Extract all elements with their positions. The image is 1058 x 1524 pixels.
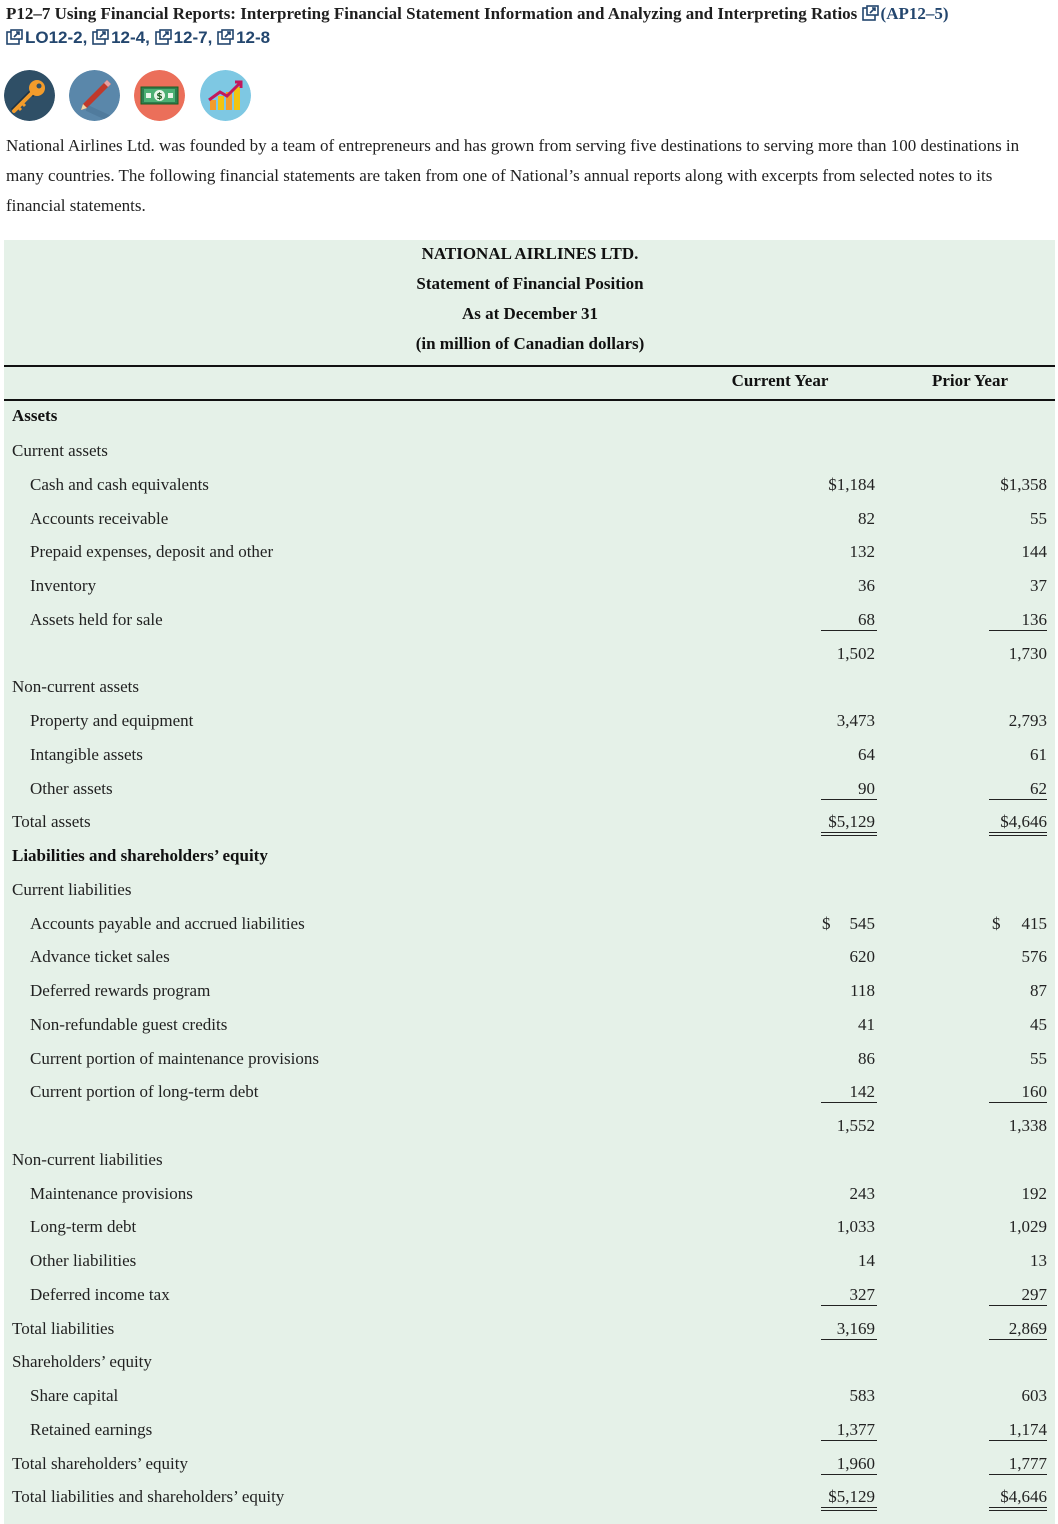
current-year-value: 86 [858, 1049, 875, 1068]
row-label: Cash and cash equivalents [30, 475, 209, 494]
growth-chart-icon [200, 70, 251, 121]
learning-objectives [6, 26, 1052, 50]
row-label: Advance ticket sales [30, 947, 170, 966]
prior-year-value: 61 [1030, 745, 1047, 764]
prior-year-value: 13 [1030, 1251, 1047, 1270]
prior-year-value: 37 [1030, 576, 1047, 595]
underline [989, 1317, 1047, 1340]
underline [821, 1452, 877, 1475]
current-year-value: 41 [858, 1015, 875, 1034]
prior-year-value: $4,646 [1000, 1487, 1047, 1506]
current-year-value: 1,377 [836, 1420, 875, 1439]
table-row [0, 675, 1058, 699]
table-row [0, 1418, 1058, 1442]
current-year-value: 14 [858, 1251, 875, 1270]
row-label: Deferred rewards program [30, 981, 211, 1000]
amount: 545 [849, 914, 875, 933]
row-label: Non-current assets [12, 677, 139, 696]
lo-link[interactable]: 12-8 [236, 28, 271, 47]
table-row [0, 608, 1058, 632]
row-label: Property and equipment [30, 711, 194, 730]
underline [821, 608, 877, 631]
table-row [0, 574, 1058, 598]
row-label: Current portion of maintenance provisions [30, 1049, 319, 1068]
current-year-value: 1,502 [836, 644, 875, 663]
current-year-value: 327 [849, 1285, 875, 1304]
double-underline [989, 1485, 1047, 1511]
prior-year-value: 136 [1021, 610, 1047, 629]
table-row [0, 878, 1058, 902]
intro-paragraph: National Airlines Ltd. was founded by a team of entrepreneurs and has grown from serving five destinations to serving more than 100 destinations in many countries. The following financial statements are taken from one of National’s annual reports along with excerpts from selected notes to its financial statements. [6, 136, 1020, 215]
table-row [0, 507, 1058, 531]
row-label: Accounts payable and accrued liabilities [30, 914, 305, 933]
statement-date: As at December 31 [461, 304, 599, 323]
double-underline [821, 1485, 877, 1511]
table-row [0, 912, 1058, 936]
table-row [0, 1215, 1058, 1239]
statement-units: (in million of Canadian dollars) [415, 334, 645, 353]
table-row [0, 1013, 1058, 1037]
external-link-icon[interactable] [217, 29, 234, 45]
current-year-value: 620 [849, 947, 875, 966]
prior-year-value: 603 [1021, 1386, 1047, 1405]
current-year-value: 583 [849, 1386, 875, 1405]
column-header-prior-year: Prior Year [932, 371, 1008, 390]
row-label: Total shareholders’ equity [12, 1454, 188, 1473]
current-year-value: 118 [850, 981, 875, 1000]
pencil-icon [69, 70, 120, 121]
current-year-value: 1,552 [836, 1116, 875, 1135]
row-label: Non-refundable guest credits [30, 1015, 228, 1034]
current-year-value: 3,473 [836, 711, 875, 730]
current-year-value: 1,960 [836, 1454, 875, 1473]
double-underline [821, 810, 877, 836]
external-link-icon[interactable] [155, 29, 172, 45]
underline [821, 1283, 877, 1306]
prior-year-value: 1,777 [1008, 1454, 1047, 1473]
double-underline [989, 810, 1047, 836]
table-row [0, 473, 1058, 497]
underline [989, 1080, 1047, 1103]
row-label: Current liabilities [12, 880, 132, 899]
row-label: Long-term debt [30, 1217, 137, 1236]
row-label: Current portion of long-term debt [30, 1082, 259, 1101]
lo-link[interactable]: 12-7, [173, 28, 213, 47]
current-year-value: $1,184 [828, 475, 875, 494]
lo-link[interactable]: 12-4, [111, 28, 150, 47]
current-year-value: $5,129 [828, 812, 875, 831]
row-label: Assets held for sale [30, 610, 163, 629]
column-header-current-year: Current Year [731, 371, 829, 390]
table-row [0, 979, 1058, 1003]
dollar-sign: $ [822, 914, 831, 933]
statement-title: Statement of Financial Position [416, 274, 644, 293]
external-link-icon[interactable] [92, 29, 109, 45]
table-row [0, 709, 1058, 733]
underline [989, 1452, 1047, 1475]
prior-year-value: $1,358 [1000, 475, 1047, 494]
current-year-value: $5,129 [828, 1487, 875, 1506]
table-row [0, 1182, 1058, 1206]
prior-year-value: 297 [1021, 1285, 1047, 1304]
table-row [0, 404, 1058, 428]
row-label: Accounts receivable [30, 509, 169, 528]
svg-text:$: $ [156, 92, 163, 102]
table-row [0, 1080, 1058, 1104]
prior-year-value: 62 [1030, 779, 1047, 798]
dollar-sign: $ [992, 914, 1001, 933]
underline [989, 777, 1047, 800]
row-label: Maintenance provisions [30, 1184, 193, 1203]
table-row [0, 1317, 1058, 1341]
key-icon [4, 70, 55, 121]
table-row [0, 1485, 1058, 1509]
prior-year-value: 2,869 [1008, 1319, 1047, 1338]
table-row [0, 844, 1058, 868]
current-year-value: 68 [858, 610, 875, 629]
prior-year-value [960, 912, 1047, 936]
prior-year-value: 144 [1021, 542, 1047, 561]
table-row [0, 1114, 1058, 1138]
current-year-value: 3,169 [836, 1319, 875, 1338]
problem-title: P12–7 Using Financial Reports: Interpreting Financial Statement Information and Analyzing and Interpreting Ratios [6, 4, 858, 23]
header-rule-top [4, 365, 1055, 367]
prior-year-value: 55 [1030, 1049, 1047, 1068]
prior-year-value: 1,174 [1008, 1420, 1047, 1439]
row-label: Total liabilities [12, 1319, 115, 1338]
row-label: Inventory [30, 576, 97, 595]
external-link-icon[interactable] [862, 5, 879, 21]
table-row [0, 540, 1058, 564]
current-year-value: 90 [858, 779, 875, 798]
prior-year-value: 45 [1030, 1015, 1047, 1034]
row-label: Share capital [30, 1386, 119, 1405]
row-label: Deferred income tax [30, 1285, 170, 1304]
amount: 415 [1021, 914, 1047, 933]
table-row [0, 1249, 1058, 1273]
table-row [0, 1384, 1058, 1408]
problem-header [6, 2, 1052, 50]
table-row [0, 1047, 1058, 1071]
external-link-icon[interactable] [6, 29, 23, 45]
row-label: Intangible assets [30, 745, 143, 764]
prior-year-value: $4,646 [1000, 812, 1047, 831]
table-row [0, 1148, 1058, 1172]
prior-year-value: 192 [1021, 1184, 1047, 1203]
table-row [0, 810, 1058, 834]
table-row [0, 1350, 1058, 1374]
row-label: Current assets [12, 441, 108, 460]
table-row [0, 1452, 1058, 1476]
row-label: Retained earnings [30, 1420, 153, 1439]
underline [821, 1080, 877, 1103]
row-label: Total assets [12, 812, 91, 831]
prior-year-value: 2,793 [1008, 711, 1047, 730]
prior-year-value: 87 [1030, 981, 1047, 1000]
prior-year-value: 55 [1030, 509, 1047, 528]
current-year-value: 243 [849, 1184, 875, 1203]
row-label: Other liabilities [30, 1251, 137, 1270]
table-row [0, 439, 1058, 463]
underline [989, 608, 1047, 631]
lo-link[interactable]: LO12-2, [25, 28, 88, 47]
current-year-value: 1,033 [836, 1217, 875, 1236]
table-row [0, 945, 1058, 969]
prior-year-value: 1,029 [1008, 1217, 1047, 1236]
prior-year-value: 1,338 [1008, 1116, 1047, 1135]
current-year-value: 36 [858, 576, 875, 595]
row-label: Assets [12, 406, 58, 425]
row-label: Other assets [30, 779, 113, 798]
current-year-value: 64 [858, 745, 875, 764]
table-row [0, 1283, 1058, 1307]
current-year-value: 132 [849, 542, 875, 561]
underline [821, 1317, 877, 1340]
money-icon [134, 70, 185, 121]
prior-year-value: 160 [1021, 1082, 1047, 1101]
prior-year-value: 576 [1021, 947, 1047, 966]
underline [821, 1418, 877, 1441]
row-label: Total liabilities and shareholders’ equity [12, 1487, 285, 1506]
row-label: Liabilities and shareholders’ equity [12, 846, 268, 865]
alt-problem-link[interactable]: (AP12–5) [880, 4, 949, 23]
table-row [0, 642, 1058, 666]
current-year-value [800, 912, 875, 936]
prior-year-value: 1,730 [1008, 644, 1047, 663]
underline [989, 1283, 1047, 1306]
header-rule-bottom [4, 399, 1055, 401]
row-label: Prepaid expenses, deposit and other [30, 542, 274, 561]
row-label: Shareholders’ equity [12, 1352, 152, 1371]
row-label: Non-current liabilities [12, 1150, 163, 1169]
table-row [0, 743, 1058, 767]
current-year-value: 142 [849, 1082, 875, 1101]
company-name: NATIONAL AIRLINES LTD. [421, 244, 639, 263]
current-year-value: 82 [858, 509, 875, 528]
underline [989, 1418, 1047, 1441]
underline [821, 777, 877, 800]
table-row [0, 777, 1058, 801]
